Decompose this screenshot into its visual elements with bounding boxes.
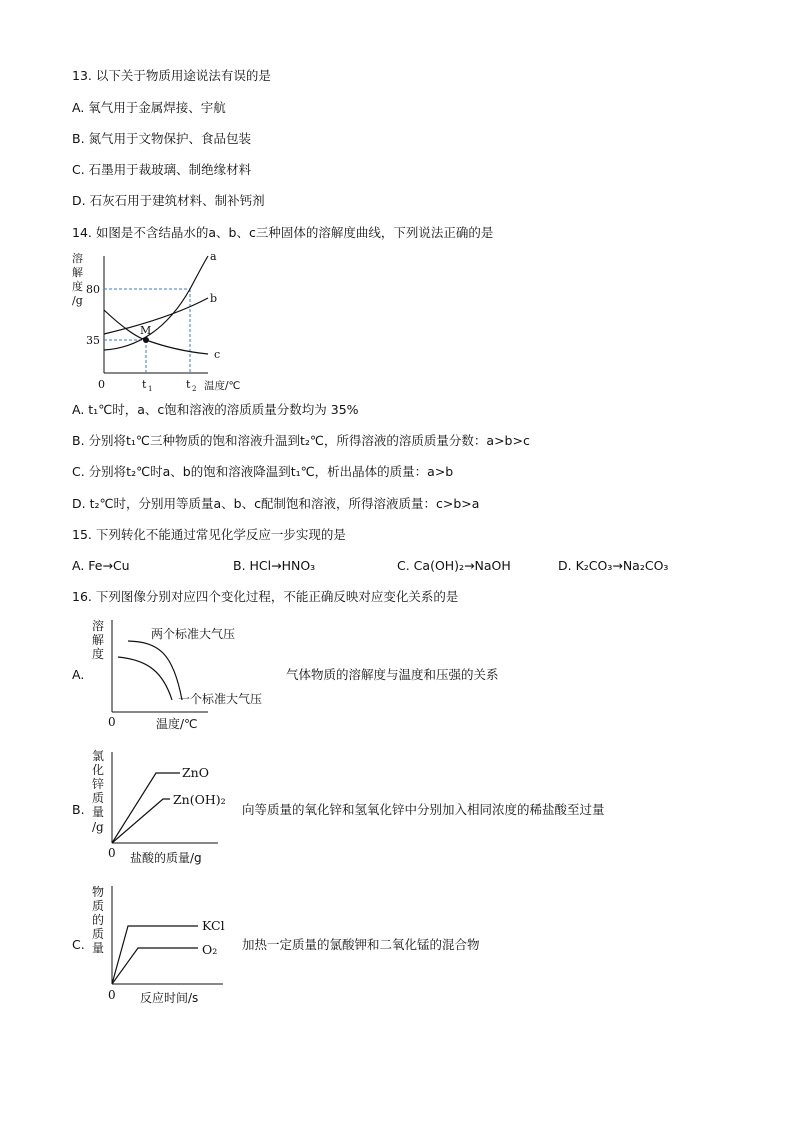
q13-stem: 13. 以下关于物质用途说法有误的是 bbox=[72, 68, 271, 83]
q16-b-desc: 向等质量的氧化锌和氢氧化锌中分别加入相同浓度的稀盐酸至过量 bbox=[242, 802, 605, 817]
q14-point-m bbox=[143, 337, 149, 343]
q16-a-figure bbox=[88, 612, 288, 737]
q15-stem: 15. 下列转化不能通过常见化学反应一步实现的是 bbox=[72, 527, 346, 542]
q14-tick-80: 80 bbox=[86, 283, 100, 296]
q16-stem: 16. 下列图像分别对应四个变化过程，不能正确反映对应变化关系的是 bbox=[72, 589, 459, 604]
q14-curve-b bbox=[104, 298, 208, 334]
q14-option-d: D. t₂℃时，分别用等质量a、b、c配制饱和溶液，所得溶液质量：c>b>a bbox=[72, 496, 480, 511]
q15-option-a: A. Fe→Cu bbox=[72, 558, 130, 573]
q13-option-c: C. 石墨用于裁玻璃、制绝缘材料 bbox=[72, 162, 252, 177]
q16-c-line-o2 bbox=[112, 948, 198, 984]
q16-b-ylabel-6: /g bbox=[92, 820, 104, 834]
q16-b-letter: B. bbox=[72, 802, 85, 817]
q16-c-label-bottom: O₂ bbox=[202, 942, 218, 957]
q16-c-xlabel: 反应时间/s bbox=[140, 991, 199, 1005]
q14-label-a: a bbox=[210, 250, 217, 263]
q16-a-ylabel-1: 溶 bbox=[92, 619, 105, 633]
q16-a-label-bottom: 一个标准大气压 bbox=[178, 692, 263, 706]
q16-c-ylabel-1: 物 bbox=[92, 885, 105, 899]
q16-c-letter: C. bbox=[72, 937, 85, 952]
q16-b-figure bbox=[88, 744, 238, 872]
q16-b-ylabel-1: 氯 bbox=[92, 749, 105, 763]
q14-tick-35: 35 bbox=[86, 334, 100, 347]
q16-c-ylabel-3: 的 bbox=[92, 913, 105, 927]
q16-b-ylabel-4: 质 bbox=[92, 791, 105, 805]
q14-curve-a bbox=[104, 256, 208, 350]
q14-stem: 14. 如图是不含结晶水的a、b、c三种固体的溶解度曲线，下列说法正确的是 bbox=[72, 225, 494, 240]
q16-a-desc: 气体物质的溶解度与温度和压强的关系 bbox=[286, 667, 499, 682]
q16-b-ylabel-3: 锌 bbox=[92, 777, 105, 791]
q16-b-label-top: ZnO bbox=[182, 765, 209, 780]
q16-b-line-znoh2 bbox=[112, 799, 170, 843]
q14-tick-t2-sub: 2 bbox=[192, 385, 197, 393]
q16-b-label-bottom: Zn(OH)₂ bbox=[173, 792, 226, 807]
q14-label-m: M bbox=[140, 324, 152, 337]
q14-ylabel-2: 解 bbox=[72, 266, 83, 279]
q16-c-ylabel-4: 质 bbox=[92, 927, 105, 941]
q16-c-ylabel-5: 量 bbox=[92, 941, 105, 955]
q15-option-b: B. HCl→HNO₃ bbox=[233, 558, 316, 573]
q16-b-ylabel-5: 量 bbox=[92, 805, 105, 819]
q14-option-a: A. t₁℃时，a、c饱和溶液的溶质质量分数均为 35% bbox=[72, 402, 359, 417]
q14-solubility-figure bbox=[68, 248, 258, 398]
q16-b-xlabel: 盐酸的质量/g bbox=[130, 851, 202, 865]
q16-a-letter: A. bbox=[72, 667, 85, 682]
q14-option-c: C. 分别将t₂℃时a、b的饱和溶液降温到t₁℃，析出晶体的质量：a>b bbox=[72, 464, 454, 479]
q14-tick-t2: t bbox=[186, 378, 191, 391]
q13-option-b: B. 氮气用于文物保护、食品包装 bbox=[72, 131, 252, 146]
q14-label-b: b bbox=[210, 292, 218, 305]
q16-a-origin: 0 bbox=[108, 715, 116, 729]
q13-option-a: A. 氧气用于金属焊接、宇航 bbox=[72, 100, 226, 115]
q16-a-ylabel-3: 度 bbox=[92, 647, 105, 661]
q16-a-curve-one-atm bbox=[118, 657, 172, 700]
q16-b-ylabel-2: 化 bbox=[92, 763, 105, 777]
q13-option-d: D. 石灰石用于建筑材料、制补钙剂 bbox=[72, 193, 265, 208]
q15-option-d: D. K₂CO₃→Na₂CO₃ bbox=[558, 558, 669, 573]
q16-c-line-kcl bbox=[112, 926, 198, 984]
q14-ylabel-4: /g bbox=[72, 294, 83, 307]
q16-b-origin: 0 bbox=[108, 846, 116, 860]
q16-c-label-top: KCl bbox=[202, 918, 225, 933]
q14-origin: 0 bbox=[98, 378, 105, 391]
q14-ylabel-3: 度 bbox=[72, 280, 83, 293]
q16-b-line-zno bbox=[112, 773, 180, 843]
q14-option-b: B. 分别将t₁℃三种物质的饱和溶液升温到t₂℃，所得溶液的溶质质量分数：a>b>c bbox=[72, 433, 530, 448]
q16-a-label-top: 两个标准大气压 bbox=[151, 627, 236, 641]
q14-tick-t1-sub: 1 bbox=[148, 385, 153, 393]
q14-label-c: c bbox=[214, 348, 221, 361]
q14-ylabel-1: 溶 bbox=[72, 252, 83, 265]
q16-a-xlabel: 温度/℃ bbox=[156, 717, 198, 731]
q16-c-figure bbox=[88, 880, 238, 1008]
q14-tick-t1: t bbox=[142, 378, 147, 391]
q16-c-ylabel-2: 质 bbox=[92, 899, 105, 913]
q16-a-ylabel-2: 解 bbox=[92, 633, 105, 647]
q14-xlabel: 温度/℃ bbox=[204, 380, 241, 392]
q15-option-c: C. Ca(OH)₂→NaOH bbox=[397, 558, 511, 573]
q16-c-origin: 0 bbox=[108, 988, 116, 1002]
q16-c-desc: 加热一定质量的氯酸钾和二氧化锰的混合物 bbox=[242, 937, 480, 952]
